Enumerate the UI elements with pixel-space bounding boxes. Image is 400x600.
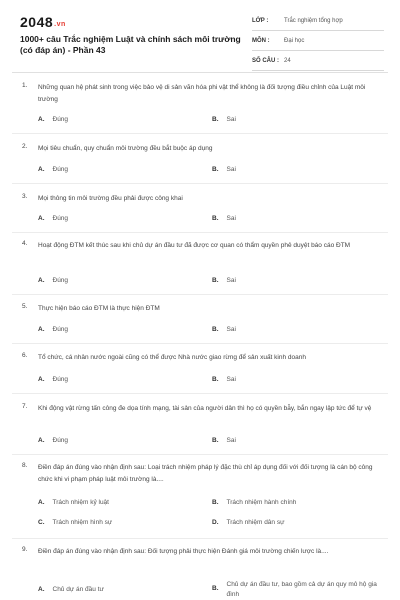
question-number: 3. xyxy=(22,193,28,200)
question-text: Mọi thông tin môi trường đều phải được công khai xyxy=(38,195,183,202)
option-letter: A. xyxy=(38,277,45,284)
option-b[interactable] xyxy=(212,326,236,333)
option-a[interactable] xyxy=(38,586,104,593)
option-letter: A. xyxy=(38,215,45,222)
meta-value: 24 xyxy=(284,58,291,64)
question-number: 6. xyxy=(22,352,28,359)
question-divider xyxy=(12,343,388,344)
option-b[interactable] xyxy=(212,277,236,284)
option-c[interactable] xyxy=(38,519,112,526)
meta-label: MÔN : xyxy=(252,38,270,44)
option-text: Chủ dự án đầu tư, bao gồm cả dự án quy mô hộ gia đình xyxy=(226,581,377,598)
question-text: Khi động vật rừng tấn công đe dọa tính mạng, tài sản của người dân thì họ có quyền bẫy, bắn ngay lập tức để tự vệ xyxy=(38,405,372,412)
option-letter: A. xyxy=(38,437,45,444)
question-text: Tổ chức, cá nhân nước ngoài cũng có thể được Nhà nước giao rừng để sản xuất kinh doanh xyxy=(38,354,306,361)
option-a[interactable] xyxy=(38,437,68,444)
option-letter: A. xyxy=(38,116,45,123)
option-letter: B. xyxy=(212,499,219,506)
question-divider xyxy=(12,294,388,295)
option-letter: B. xyxy=(212,437,219,444)
option-a[interactable] xyxy=(38,166,68,173)
option-text: Trách nhiệm kỷ luật xyxy=(52,499,109,506)
option-text: Sai xyxy=(226,116,236,123)
option-b[interactable] xyxy=(212,499,296,506)
question-number: 4. xyxy=(22,240,28,247)
document-meta xyxy=(252,14,384,71)
option-text: Đúng xyxy=(52,326,69,333)
question-text: Thực hiện báo cáo ĐTM là thực hiện ĐTM xyxy=(38,305,160,312)
option-text: Sai xyxy=(226,277,236,284)
option-text: Đúng xyxy=(52,437,69,444)
logo-text: 2048 xyxy=(20,14,54,30)
site-logo[interactable] xyxy=(20,14,66,30)
option-a[interactable] xyxy=(38,277,68,284)
option-text: Sai xyxy=(226,215,236,222)
question-number: 1. xyxy=(22,82,28,89)
meta-label: SỐ CÂU : xyxy=(252,58,279,64)
option-text: Sai xyxy=(226,166,236,173)
option-text: Đúng xyxy=(52,376,69,383)
option-letter: D. xyxy=(212,519,219,526)
meta-label: LỚP : xyxy=(252,18,269,24)
option-b[interactable] xyxy=(212,116,236,123)
option-text: Sai xyxy=(226,437,236,444)
question-text: Điền đáp án đúng vào nhận định sau: Đối tượng phải thực hiện Đánh giá môi trường chiến lược là.... xyxy=(38,548,329,555)
option-b[interactable] xyxy=(212,376,236,383)
option-letter: B. xyxy=(212,326,219,333)
option-letter: B. xyxy=(212,585,219,592)
option-text: Trách nhiệm hành chính xyxy=(226,499,297,506)
option-b[interactable] xyxy=(212,166,236,173)
question-number: 9. xyxy=(22,546,28,553)
option-letter: A. xyxy=(38,586,45,593)
option-text: Đúng xyxy=(52,215,69,222)
option-text: Chủ dự án đầu tư xyxy=(52,586,104,593)
option-d[interactable] xyxy=(212,519,284,526)
option-text: Sai xyxy=(226,326,236,333)
option-a[interactable] xyxy=(38,215,68,222)
option-letter: A. xyxy=(38,376,45,383)
option-text: Đúng xyxy=(52,116,69,123)
question-text: Điền đáp án đúng vào nhận định sau: Loại trách nhiệm pháp lý đặc thù chỉ áp dụng đối với đối tượng là cán bộ công chức khi vi phạm pháp luật môi trường là.... xyxy=(38,464,373,483)
question-divider xyxy=(12,454,388,455)
option-letter: A. xyxy=(38,326,45,333)
question-divider xyxy=(12,232,388,233)
question-divider xyxy=(12,183,388,184)
question-number: 7. xyxy=(22,403,28,410)
option-letter: C. xyxy=(38,519,45,526)
option-text: Sai xyxy=(226,376,236,383)
document-title: 1000+ câu Trắc nghiệm Luật và chính sách môi trường (có đáp án) - Phần 43 xyxy=(20,34,241,55)
option-text: Đúng xyxy=(52,166,69,173)
meta-value: Đại học xyxy=(284,38,305,44)
meta-row-question-count xyxy=(252,54,384,71)
option-letter: B. xyxy=(212,116,219,123)
option-text: Đúng xyxy=(52,277,69,284)
meta-row-subject xyxy=(252,34,384,51)
option-letter: A. xyxy=(38,499,45,506)
header-divider xyxy=(12,72,388,73)
question-divider xyxy=(12,133,388,134)
meta-value: Trắc nghiệm tổng hợp xyxy=(284,18,343,24)
option-text: Trách nhiệm hình sự xyxy=(52,519,113,526)
question-text: Hoạt động ĐTM kết thúc sau khi chủ dự án đầu tư đã được cơ quan có thẩm quyền phê duyệt báo cáo ĐTM xyxy=(38,242,351,249)
option-a[interactable] xyxy=(38,326,68,333)
question-divider xyxy=(12,393,388,394)
logo-suffix: .vn xyxy=(54,21,66,28)
question-number: 2. xyxy=(22,143,28,150)
option-a[interactable] xyxy=(38,116,68,123)
option-letter: B. xyxy=(212,166,219,173)
question-number: 8. xyxy=(22,462,28,469)
option-letter: B. xyxy=(212,277,219,284)
option-a[interactable] xyxy=(38,499,109,506)
option-b[interactable] xyxy=(212,580,382,600)
option-text: Trách nhiệm dân sự xyxy=(226,519,285,526)
question-number: 5. xyxy=(22,303,28,310)
option-letter: B. xyxy=(212,376,219,383)
option-letter: A. xyxy=(38,166,45,173)
option-b[interactable] xyxy=(212,215,236,222)
option-a[interactable] xyxy=(38,376,68,383)
question-text: Những quan hệ phát sinh trong việc bảo vệ di sản văn hóa phi vật thể không là đối tượng điều chỉnh của Luật môi trường xyxy=(38,84,366,103)
question-text: Mọi tiêu chuẩn, quy chuẩn môi trường đều bắt buộc áp dụng xyxy=(38,145,213,152)
document-header xyxy=(0,0,400,70)
question-divider xyxy=(12,538,388,539)
option-letter: B. xyxy=(212,215,219,222)
option-b[interactable] xyxy=(212,437,236,444)
meta-row-class xyxy=(252,14,384,31)
